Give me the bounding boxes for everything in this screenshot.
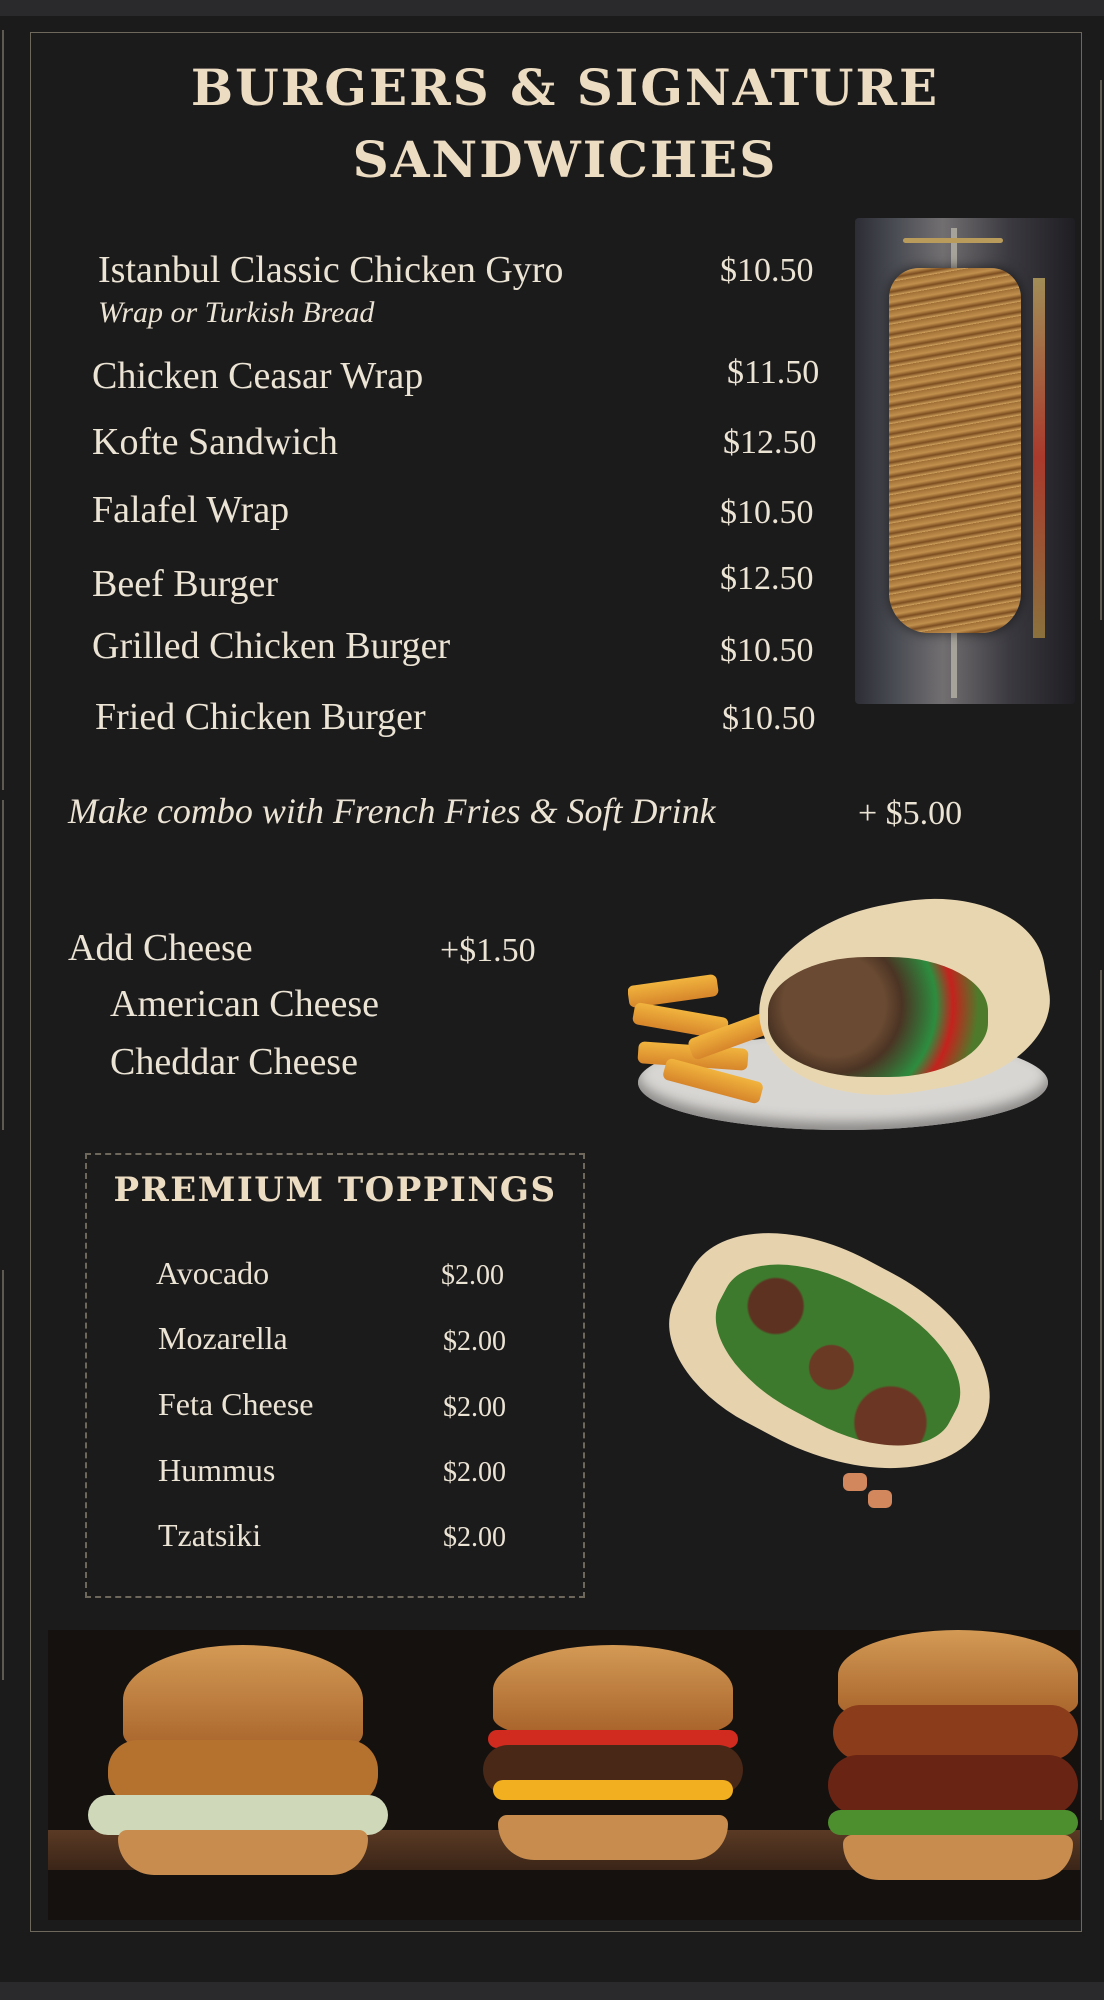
premium-toppings-title: PREMIUM TOPPINGS: [113, 1170, 557, 1210]
item-price: $10.50: [722, 700, 816, 737]
left-divider: [2, 800, 4, 1130]
item-name: Fried Chicken Burger: [95, 696, 426, 738]
title-line-2: SANDWICHES: [352, 130, 778, 189]
title-line-1: BURGERS & SIGNATURE: [190, 58, 940, 117]
falafel-pita-photo: [668, 1215, 1013, 1520]
combo-label: Make combo with French Fries & Soft Drink: [68, 791, 716, 831]
item-name: Falafel Wrap: [92, 489, 290, 531]
topping-name: Avocado: [156, 1255, 270, 1291]
topping-price: $2.00: [443, 1326, 506, 1357]
gyro-rotisserie-photo: [855, 218, 1075, 704]
combo-price: + $5.00: [858, 795, 963, 832]
cheese-option: American Cheese: [110, 983, 380, 1025]
bottom-edge: [0, 1982, 1104, 2000]
add-cheese-label: Add Cheese: [68, 927, 253, 969]
item-price: $10.50: [720, 252, 814, 289]
topping-price: $2.00: [443, 1392, 506, 1423]
top-edge: [0, 0, 1104, 16]
item-note: Wrap or Turkish Bread: [98, 296, 375, 329]
page-title: [0, 52, 1104, 196]
add-cheese-price: +$1.50: [440, 932, 536, 969]
item-price: $12.50: [723, 424, 817, 461]
three-burgers-photo: [48, 1630, 1080, 1920]
item-name: Chicken Ceasar Wrap: [92, 355, 424, 397]
item-name: Beef Burger: [92, 563, 279, 605]
topping-name: Mozarella: [158, 1320, 288, 1356]
doner-wrap-with-fries-photo: [628, 885, 1058, 1150]
right-divider: [1100, 970, 1102, 1820]
topping-name: Tzatsiki: [158, 1517, 262, 1553]
item-name: Grilled Chicken Burger: [92, 625, 451, 667]
item-name: Kofte Sandwich: [92, 421, 338, 463]
item-price: $11.50: [727, 354, 820, 391]
topping-name: Feta Cheese: [158, 1386, 314, 1422]
topping-price: $2.00: [441, 1260, 504, 1291]
item-price: $10.50: [720, 494, 814, 531]
item-price: $10.50: [720, 632, 814, 669]
item-name: Istanbul Classic Chicken Gyro: [98, 249, 564, 291]
topping-name: Hummus: [158, 1452, 276, 1488]
left-divider: [2, 1270, 4, 1680]
cheese-option: Cheddar Cheese: [110, 1041, 358, 1083]
topping-price: $2.00: [443, 1522, 506, 1553]
topping-price: $2.00: [443, 1457, 506, 1488]
item-price: $12.50: [720, 560, 814, 597]
